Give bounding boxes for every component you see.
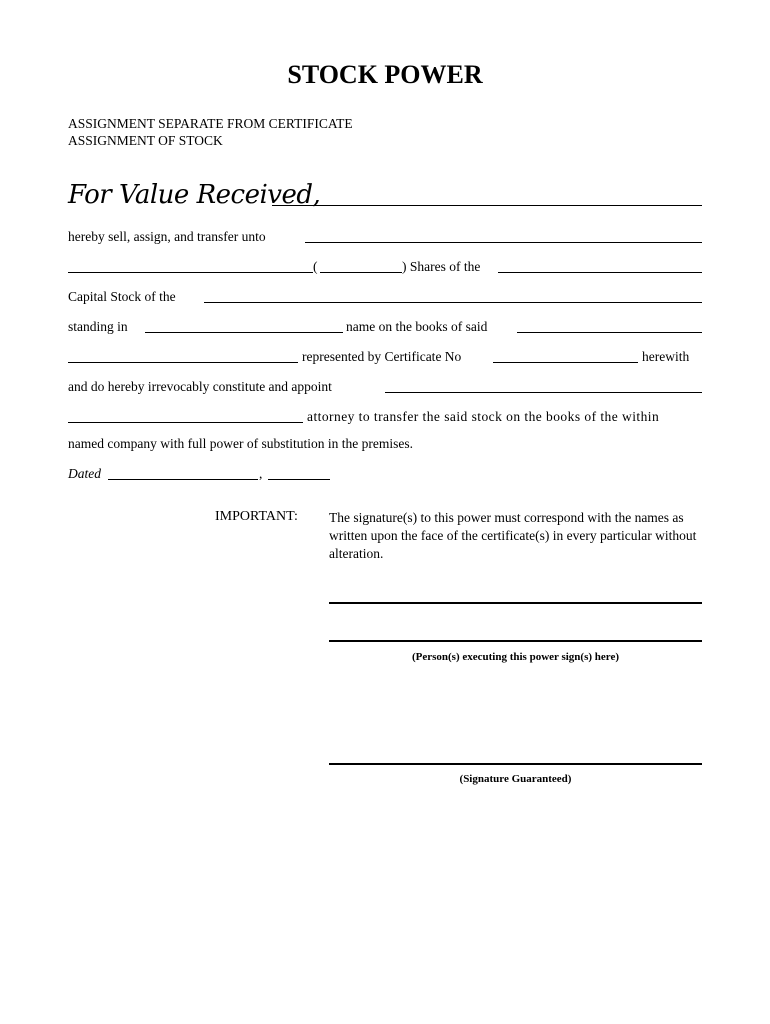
signature-line-1[interactable]: [329, 602, 702, 604]
date-comma: ,: [259, 466, 263, 481]
standing-in-label: standing in: [68, 319, 128, 334]
important-label: IMPORTANT:: [215, 509, 298, 524]
for-value-received-heading: For Value Received,: [68, 180, 321, 210]
attorney-name-line[interactable]: [385, 392, 702, 393]
dated-label: Dated: [68, 466, 101, 481]
year-line[interactable]: [268, 479, 330, 480]
represented-by-label: represented by Certificate No: [302, 349, 462, 364]
attorney-transfer-label: attorney to transfer the said stock on the books of the within: [307, 409, 660, 424]
sell-assign-label: hereby sell, assign, and transfer unto: [68, 229, 266, 244]
assignor-name-line[interactable]: [272, 205, 702, 206]
signature-line-2[interactable]: [329, 640, 702, 642]
shares-company-line[interactable]: [498, 272, 702, 273]
company-name-line[interactable]: [204, 302, 702, 303]
represented-blank-line[interactable]: [68, 362, 298, 363]
shares-of-the-label: ) Shares of the: [402, 259, 481, 274]
capital-stock-label: Capital Stock of the: [68, 289, 176, 304]
subtitle-line-2: ASSIGNMENT OF STOCK: [68, 133, 223, 148]
attorney-blank-line[interactable]: [68, 422, 303, 423]
assignee-name-line[interactable]: [305, 242, 702, 243]
date-line[interactable]: [108, 479, 258, 480]
name-on-books-label: name on the books of said: [346, 319, 488, 334]
persons-executing-caption: (Person(s) executing this power sign(s) here): [411, 651, 620, 663]
open-paren: (: [313, 259, 318, 274]
page-title: STOCK POWER: [287, 60, 483, 89]
herewith-label: herewith: [642, 349, 690, 364]
shares-number-line[interactable]: [320, 272, 402, 273]
signature-guaranteed-caption: (Signature Guaranteed): [459, 773, 572, 785]
certificate-number-line[interactable]: [493, 362, 638, 363]
irrevocably-label: and do hereby irrevocably constitute and appoint: [68, 379, 332, 394]
subtitle-line-1: ASSIGNMENT SEPARATE FROM CERTIFICATE: [68, 116, 353, 131]
standing-in-line[interactable]: [145, 332, 343, 333]
books-of-said-line[interactable]: [517, 332, 702, 333]
shares-words-line[interactable]: [68, 272, 313, 273]
important-text: The signature(s) to this power must correspond with the names as written upon the face of the certificate(s) in every particular without alteration.: [329, 510, 697, 561]
signature-guarantee-line[interactable]: [329, 763, 702, 765]
named-company-label: named company with full power of substitution in the premises.: [68, 436, 413, 451]
